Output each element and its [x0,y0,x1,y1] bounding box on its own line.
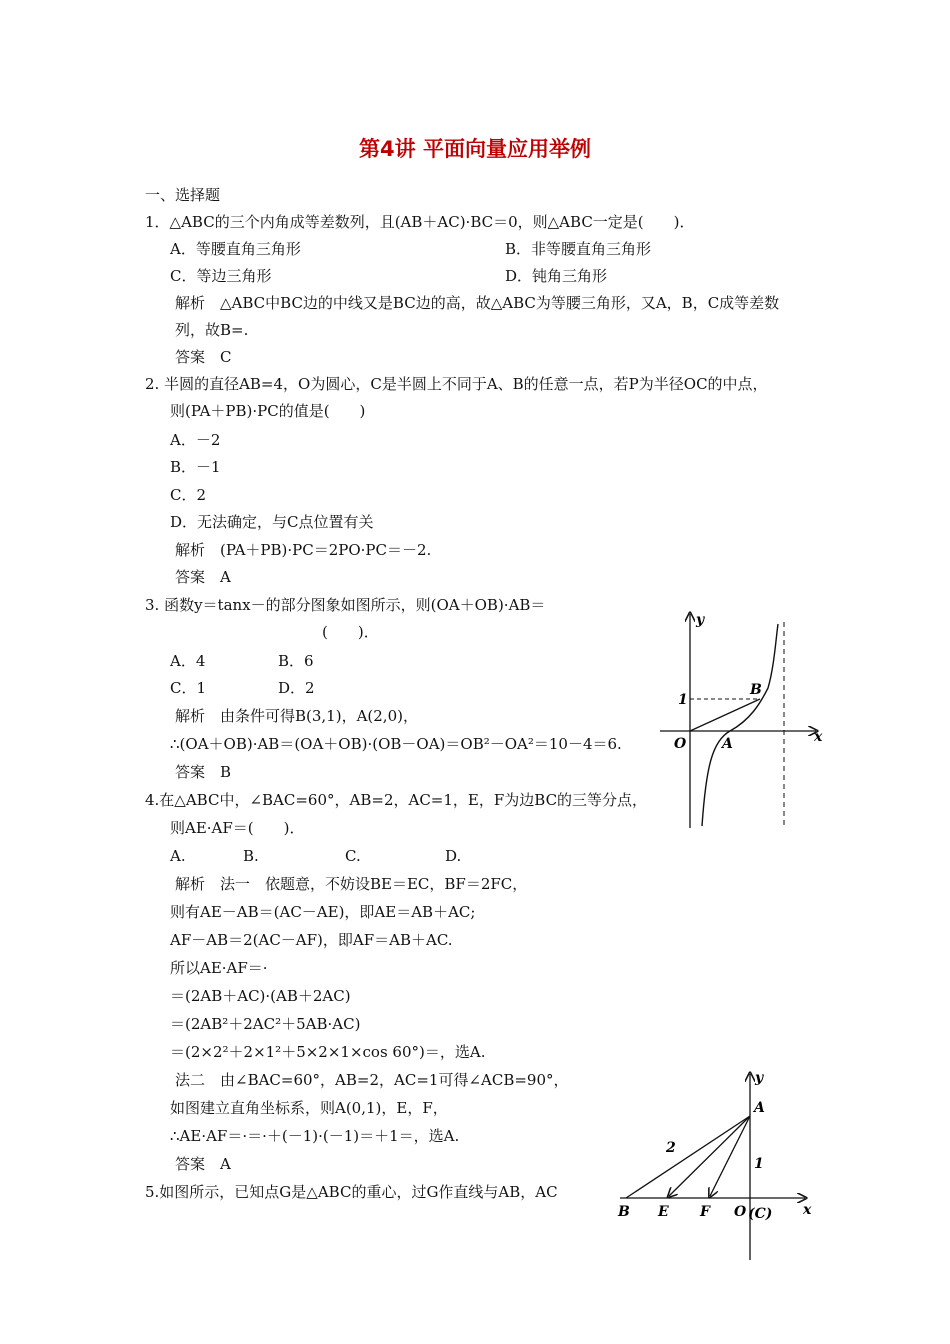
text-line: 解析 法一 依题意，不妨设BE＝EC，BF＝2FC， [175,875,528,893]
text-line: ＝(2AB²＋2AC²＋5AB·AC) [170,1015,361,1033]
text-line: 解析 由条件可得B(3,1)，A(2,0)， [175,707,418,725]
text-line: ( )． [322,623,379,641]
text-line: ∴AE·AF＝·＝·＋(－1)·(－1)＝＋1＝，选A. [170,1127,460,1145]
text-line: 答案 B [175,763,232,781]
text-line: D．无法确定，与C点位置有关 [170,513,374,531]
text-line: C．等边三角形 [170,267,272,285]
text-line: D．2 [278,679,315,697]
text-line: ＝(2×2²＋2×1²＋5×2×1×cos 60°)＝，选A. [170,1043,486,1061]
text-line: A. [170,847,186,865]
text-line: B. [243,847,259,865]
text-line: 答案 A [175,568,231,586]
tan-graph-figure [650,608,830,834]
label-ac-length: 1 [754,1156,764,1172]
vector-ae [669,1116,750,1196]
text-line: A．－2 [170,431,221,449]
text-line: C. [345,847,361,865]
label-origin: O [674,736,687,752]
tan-curve [702,624,778,826]
text-line: 所以AE·AF＝· [170,959,268,977]
text-line: D．钝角三角形 [505,267,608,285]
segment-ab [626,1116,750,1198]
text-line: 则AE·AF＝( )． [170,819,305,837]
text-line: A．等腰直角三角形 [170,240,301,258]
label-a: A [754,1100,765,1116]
text-line: C．1 [170,679,207,697]
text-line: 答案 A [175,1155,231,1173]
label-y: y [696,612,705,628]
text-line: B．－1 [170,458,221,476]
text-line: 5.如图所示，已知点G是△ABC的重心，过G作直线与AB，AC [145,1183,558,1201]
text-line: 列，故B=. [175,321,249,339]
label-origin: O [734,1204,747,1220]
triangle-figure [600,1068,830,1264]
text-line: D. [445,847,462,865]
label-a: A [722,736,733,752]
label-f: F [700,1204,710,1220]
label-one: 1 [678,692,688,708]
text-line: 法二 由∠BAC=60°，AB=2，AC=1可得∠ACB=90°， [175,1071,569,1089]
text-line: 3. 函数y＝tanx－的部分图象如图所示，则(OA＋OB)·AB＝ [145,596,546,614]
label-y: y [755,1070,764,1086]
page-title: 第4讲 平面向量应用举例 [359,137,591,161]
text-line: 则有AE－AB＝(AC－AE)，即AE＝AB＋AC; [170,903,476,921]
text-line: 一、选择题 [145,186,221,204]
text-line: B．非等腰直角三角形 [505,240,652,258]
text-line: 如图建立直角坐标系，则A(0,1)，E，F， [170,1099,448,1117]
label-x: x [803,1202,812,1218]
text-line: 则(PA＋PB)·PC的值是( ) [170,402,366,420]
text-line: 答案 C [175,348,232,366]
label-b: B [750,682,762,698]
label-ab-length: 2 [666,1140,676,1156]
text-line: ∴(OA＋OB)·AB＝(OA＋OB)·(OB－OA)＝OB²－OA²＝10－4＝6. [170,735,622,753]
label-c: (C) [748,1206,773,1222]
text-line: C．2 [170,486,207,504]
label-e: E [658,1204,669,1220]
label-x: x [814,729,823,745]
text-line: 解析 △ABC中BC边的中线又是BC边的高，故△ABC为等腰三角形，又A，B，C成等差数 [175,294,780,312]
text-line: ＝(2AB＋AC)·(AB＋2AC) [170,987,351,1005]
text-line: 1．△ABC的三个内角成等差数列，且(AB＋AC)·BC＝0，则△ABC一定是( )． [145,213,695,231]
vector-af [710,1116,750,1196]
text-line: AF－AB＝2(AC－AF)，即AF＝AB＋AC. [170,931,453,949]
text-line: B．6 [278,652,314,670]
text-line: 2. 半圆的直径AB=4，O为圆心，C是半圆上不同于A、B的任意一点，若P为半径OC的中点， [145,375,768,393]
text-line: A．4 [170,652,206,670]
text-line: 4.在△ABC中，∠BAC=60°，AB=2，AC=1，E，F为边BC的三等分点， [145,791,648,809]
label-b: B [618,1204,630,1220]
text-line: 解析 (PA＋PB)·PC＝2PO·PC＝－2. [175,541,432,559]
